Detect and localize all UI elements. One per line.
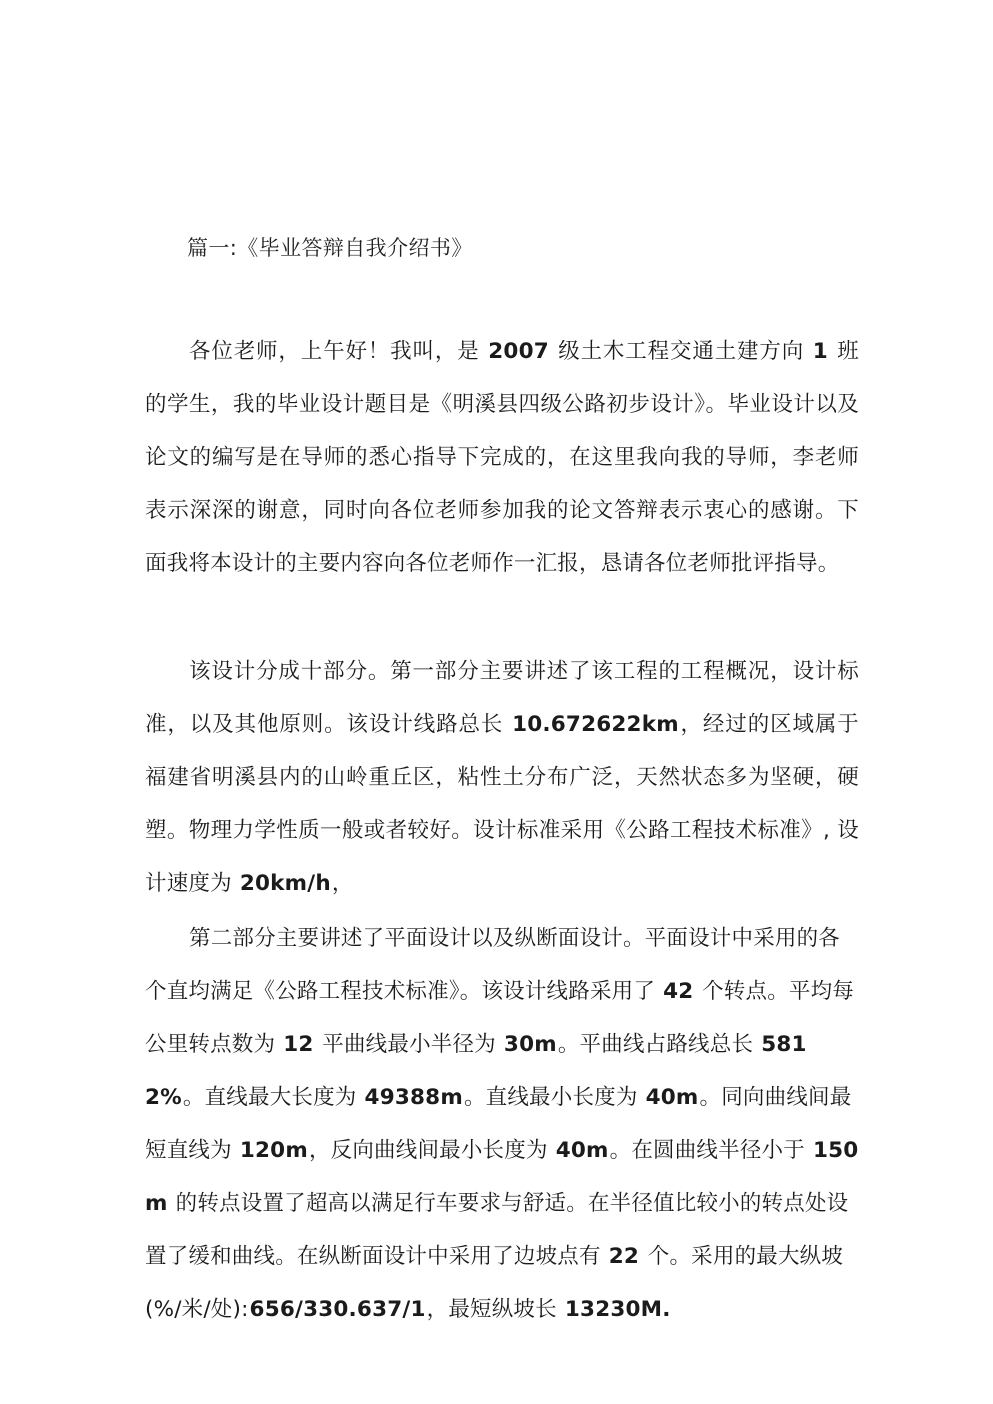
paragraph-block-part-two bbox=[145, 912, 859, 1336]
page-title: 篇一:《毕业答辩自我介绍书》 bbox=[187, 236, 473, 260]
part-two-paragraph: 第二部分主要讲述了平面设计以及纵断面设计。平面设计中采用的各个直均满足《公路工程技术标准》。该设计线路采用了 42 个转点。平均每公里转点数为 12 平曲线最小半径为 30m。平曲线占路线总长 5812%。直线最大长度为 49388m。直线最小长度为 40m。同向曲线间最短直线为 120m，反向曲线间最小长度为 40m。在圆曲线半径小于 150m 的转点设置了超高以满足行车要求与舒适。在半径值比较小的转点处设置了缓和曲线。在纵断面设计中采用了边坡点有 22 个。采用的最大纵坡(%/米/处):656/330.637/1，最短纵坡长 13230M. bbox=[145, 926, 859, 1322]
part-one-paragraph: 该设计分成十部分。第一部分主要讲述了该工程的工程概况，设计标准，以及其他原则。该设计线路总长 10.672622km，经过的区域属于福建省明溪县内的山岭重丘区，粘性土分布广泛，天然状态多为坚硬，硬塑。物理力学性质一般或者较好。设计标准采用《公路工程技术标准》, 设计速度为 20km/h， bbox=[145, 659, 859, 896]
greeting-paragraph: 各位老师，上午好！我叫，是 2007 级土木工程交通土建方向 1 班的学生，我的毕业设计题目是《明溪县四级公路初步设计》。毕业设计以及论文的编写是在导师的悉心指导下完成的，在这里我向我的导师，李老师表示深深的谢意，同时向各位老师参加我的论文答辩表示衷心的感谢。下面我将本设计的主要内容向各位老师作一汇报，恳请各位老师批评指导。 bbox=[145, 339, 859, 576]
paragraph-block-greeting bbox=[145, 325, 859, 590]
paragraph-block-part-one bbox=[145, 645, 859, 910]
document-title-block bbox=[145, 222, 857, 275]
